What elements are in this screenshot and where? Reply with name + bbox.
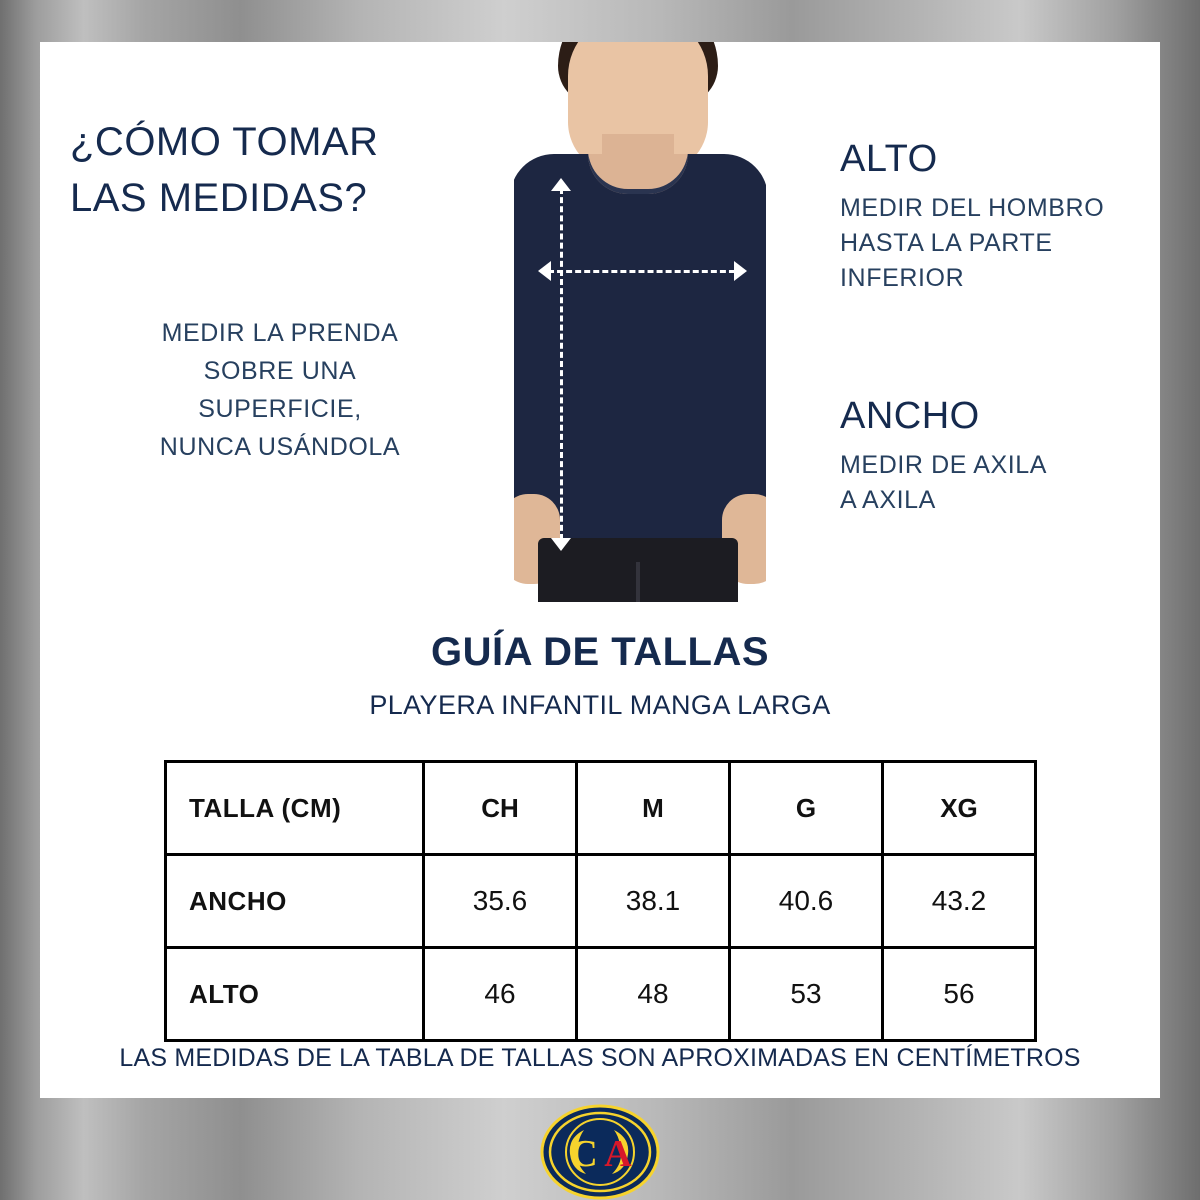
size-table [164,760,1037,1042]
cell-ancho-xg: 43.2 [883,855,1036,948]
table-header-cell-1: CH [424,762,577,855]
ancho-heading: ANCHO [840,395,980,437]
club-america-crest-icon [540,1104,660,1200]
width-arrow-left-icon [538,261,551,281]
alto-description-line-3: INFERIOR [840,264,965,292]
height-measure-line [560,188,565,540]
ancho-description-line-1: MEDIR DE AXILA [840,451,1048,479]
instructions-text [70,314,490,466]
instructions-line-3: SUPERFICIE, [198,395,362,423]
crest-letter-a: A [604,1133,632,1175]
cell-alto-xg: 56 [883,948,1036,1041]
pants-seam [636,562,640,602]
alto-label-block [840,138,1140,296]
crest-letter-c: C [570,1133,598,1175]
cell-ancho-ch: 35.6 [424,855,577,948]
guide-title: GUÍA DE TALLAS [430,630,770,674]
photo-mask-left [490,42,514,602]
row-label-ancho: ANCHO [166,855,424,948]
alto-description-line-2: HASTA LA PARTE [840,229,1053,257]
width-arrow-right-icon [734,261,747,281]
shirt-body [510,154,768,554]
ancho-description [840,448,1140,518]
table-header-cell-4: XG [883,762,1036,855]
table-header-row [166,762,1036,855]
garment-photo [490,42,790,602]
row-label-alto: ALTO [166,948,424,1041]
page-title-line-1: ¿CÓMO TOMAR [70,120,379,164]
alto-description [840,191,1140,296]
page-title [70,114,490,226]
cell-ancho-m: 38.1 [577,855,730,948]
alto-description-line-1: MEDIR DEL HOMBRO [840,194,1105,222]
table-footnote: LAS MEDIDAS DE LA TABLA DE TALLAS SON APROXIMADAS EN CENTÍMETROS [119,1044,1081,1072]
instructions-line-4: NUNCA USÁNDOLA [159,433,401,461]
photo-mask-right [766,42,790,602]
instructions-line-2: SOBRE UNA [203,357,357,385]
size-guide-card [40,42,1160,1098]
width-measure-line [548,270,744,273]
alto-heading: ALTO [840,138,938,180]
ancho-description-line-2: A AXILA [840,486,936,514]
height-arrow-up-icon [551,178,571,191]
ancho-label-block [840,395,1140,518]
instructions-line-1: MEDIR LA PRENDA [161,319,399,347]
table-header-cell-2: M [577,762,730,855]
page-title-line-2: LAS MEDIDAS? [70,176,368,220]
cell-ancho-g: 40.6 [730,855,883,948]
guide-subtitle: PLAYERA INFANTIL MANGA LARGA [369,690,831,720]
cell-alto-ch: 46 [424,948,577,1041]
table-row [166,948,1036,1041]
table-header-cell-0: TALLA (CM) [166,762,424,855]
table-row [166,855,1036,948]
table-header-cell-3: G [730,762,883,855]
cell-alto-g: 53 [730,948,883,1041]
cell-alto-m: 48 [577,948,730,1041]
height-arrow-down-icon [551,538,571,551]
